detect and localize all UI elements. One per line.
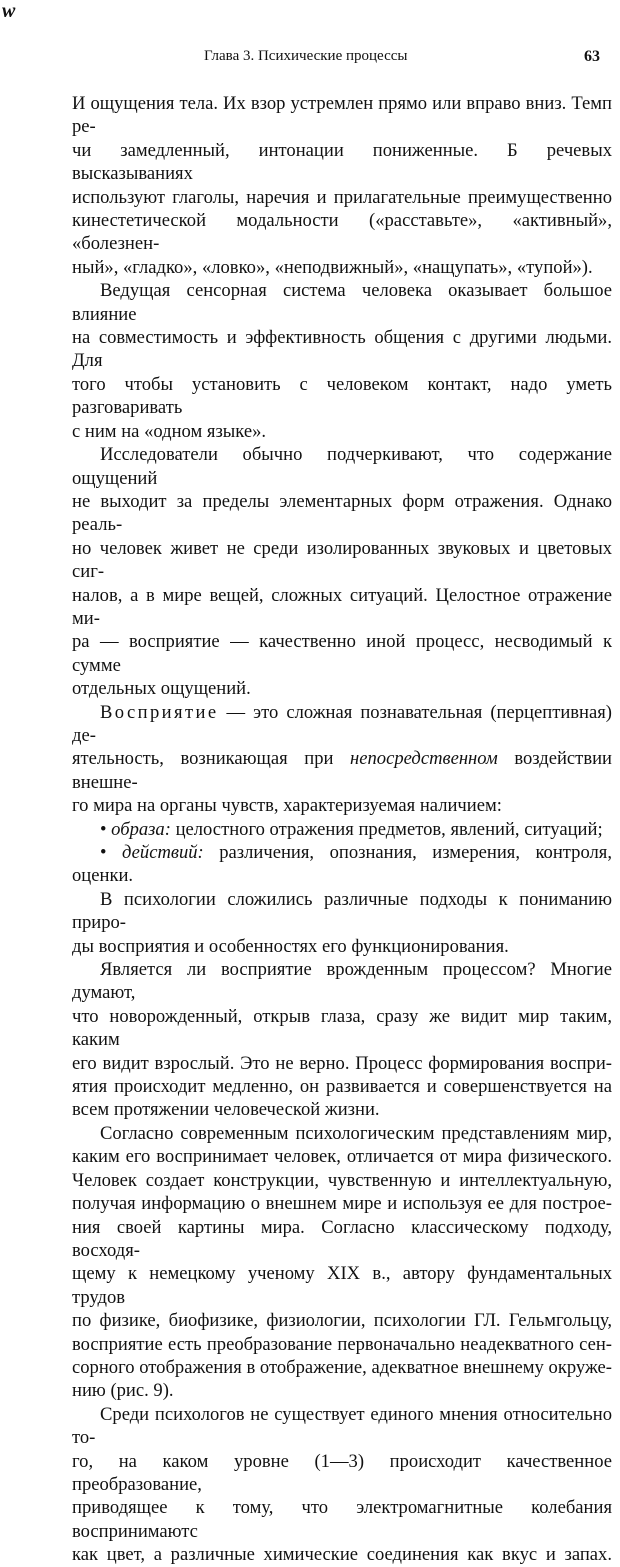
bullet-list xyxy=(72,818,612,888)
text-line: ра — восприятие — качественно иной процесс, несводимый к сумме xyxy=(72,631,612,676)
emphasis: непосредственном xyxy=(350,748,498,770)
text-fragment: ятельность, возникающая при xyxy=(72,748,351,770)
text-line: ятия происходит медленно, он развивается и совершенствуется на xyxy=(72,1076,612,1098)
text-line: что новорожденный, открыв глаза, сразу же видит мир таким, каким xyxy=(72,1005,612,1051)
list-text: различения, опознания, измерения, контроля, оценки. xyxy=(72,842,612,887)
text-line: И ощущения тела. Их взор устремлен прямо или вправо вниз. Темп ре- xyxy=(72,93,612,138)
list-term: действий: xyxy=(122,842,204,863)
text-line: с ним на «одном языке». xyxy=(72,420,267,442)
paragraph xyxy=(72,443,612,700)
text-line: но человек живет не среди изолированных звуковых и цветовых сиг- xyxy=(72,537,612,583)
text-line: как цвет, а различные химические соединения как вкус и запах. xyxy=(72,1544,612,1566)
text-line: приводящее к тому, что электромагнитные колебания воспринимаютс xyxy=(72,1497,612,1542)
corner-mark: w xyxy=(2,0,16,22)
page-number: 63 xyxy=(584,48,600,65)
running-title: Глава 3. Психические процессы xyxy=(204,48,408,64)
text-line: отдельных ощущений. xyxy=(72,678,251,700)
text-line: ный», «гладко», «ловко», «неподвижный», «нащупать», «тупой»). xyxy=(72,256,593,278)
text-line: щему к немецкому ученому XIX в., автору фундаментальных трудов xyxy=(72,1263,612,1308)
text-line: Исследователи обычно подчеркивают, что содержание ощущений xyxy=(72,444,612,489)
text-line: используют глаголы, наречия и прилагательные преимущественно xyxy=(72,186,612,208)
paragraph xyxy=(72,888,612,958)
list-item xyxy=(72,841,612,888)
text-line xyxy=(72,747,612,794)
text-line: ния своей картины мира. Согласно классическому подходу, восходя- xyxy=(72,1216,612,1261)
body-text xyxy=(72,92,612,1567)
text-line: го мира на органы чувств, характеризуемая наличием: xyxy=(72,795,502,817)
running-header xyxy=(72,48,600,68)
text-line xyxy=(72,701,612,748)
text-line: Человек создает конструкции, чувственную и интеллектуальную, xyxy=(72,1169,612,1191)
text-line: не выходит за пределы элементарных форм отражения. Однако реаль- xyxy=(72,490,612,536)
text-line: на совместимость и эффективность общения с другими людьми. Для xyxy=(72,327,612,372)
definition-paragraph xyxy=(72,701,612,818)
text-line: всем протяжении человеческой жизни. xyxy=(72,1099,380,1121)
text-fragment: — это сложная познавательная (перцептивная) де- xyxy=(72,701,612,746)
text-line: Согласно современным психологическим представлениям мир, xyxy=(100,1122,612,1144)
list-text: целостного отражения предметов, явлений, ситуаций; xyxy=(170,818,603,840)
text-line: получая информацию о внешнем мире и используя ее для построе- xyxy=(72,1193,612,1215)
text-fragment: воздействии внешне- xyxy=(72,748,612,793)
text-line: В психологии сложились различные подходы к пониманию приро- xyxy=(72,888,612,934)
text-line: Среди психологов не существует единого мнения относительно то- xyxy=(72,1403,612,1449)
paragraph xyxy=(72,1403,612,1567)
paragraph xyxy=(72,958,612,1122)
text-line: налов, а в мире вещей, сложных ситуаций. Целостное отражение ми- xyxy=(72,584,612,629)
text-line: того чтобы установить с человеком контакт, надо уметь разговаривать xyxy=(72,373,612,419)
text-line: нию (рис. 9). xyxy=(72,1380,174,1402)
paragraph xyxy=(72,1122,612,1403)
bullet-marker: • xyxy=(100,842,107,863)
text-line: Ведущая сенсорная система человека оказывает большое влияние xyxy=(72,280,612,325)
text-line: сорного отображения в отображение, адекватное внешнему окруже- xyxy=(72,1356,612,1378)
text-line: его видит взрослый. Это не верно. Процесс формирования воспри- xyxy=(72,1052,612,1074)
text-line: по физике, биофизике, физиологии, психологии ГЛ. Гельмгольцу, xyxy=(72,1310,612,1332)
text-line: чи замедленный, интонации пониженные. Б речевых высказываниях xyxy=(72,139,612,185)
bullet-marker: • xyxy=(100,818,107,840)
text-line: го, на каком уровне (1—3) происходит качественное преобразование, xyxy=(72,1450,612,1495)
paragraph xyxy=(72,92,612,279)
list-term: образа: xyxy=(111,818,171,840)
text-line: ды восприятия и особенностях его функционирования. xyxy=(72,935,509,957)
text-line: каким его воспринимает человек, отличается от мира физического. xyxy=(72,1146,612,1168)
text-line: Является ли восприятие врожденным процессом? Многие думают, xyxy=(72,959,612,1004)
text-line: восприятие есть преобразование первоначально неадекватного сен- xyxy=(72,1333,612,1355)
defined-term: Восприятие xyxy=(100,701,219,723)
list-item xyxy=(72,818,612,841)
paragraph xyxy=(72,279,612,443)
text-line: кинестетической модальности («расставьте», «активный», «болезнен- xyxy=(72,210,612,255)
